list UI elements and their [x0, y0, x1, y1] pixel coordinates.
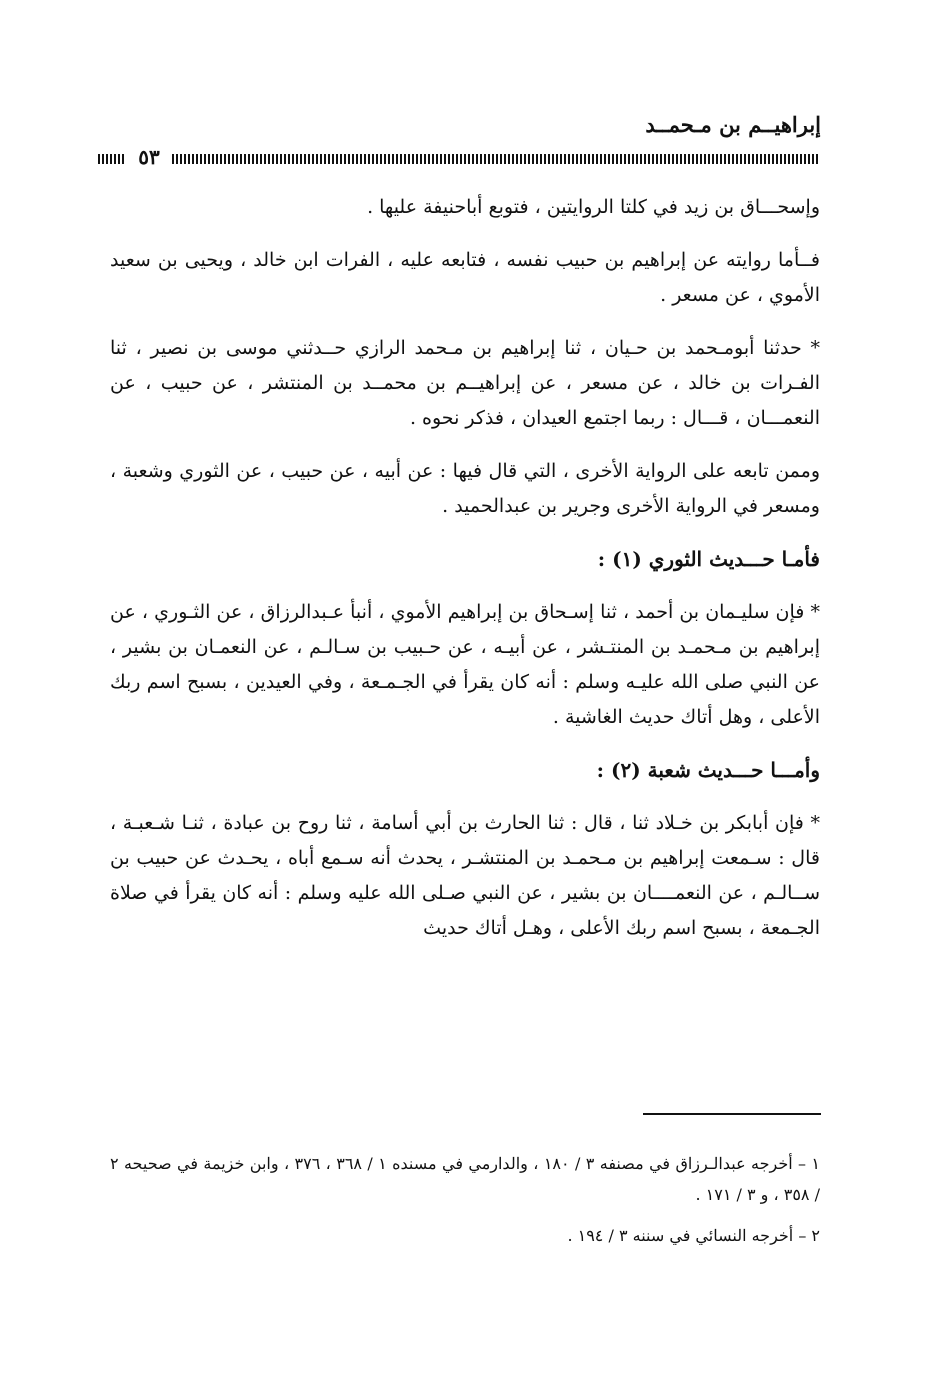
- running-title: إبراهيــم بن مـحمــد: [645, 112, 821, 137]
- footnote-separator: [643, 1113, 821, 1115]
- section-heading: وأمـــا حـــديث شعبة (٢) :: [596, 758, 820, 782]
- paragraph: * حدثنا أبومـحمد بن حـيان ، ثنا إبراهيم بن مـحمد الرازي حــدثني موسى بن نصير ، ثنا الفـرات بن خالد ، عن مسعر ، عن إبراهيــم بن محمــد بن المنتشر ، عن حبيب ، عن النعمـــان ، قـــال : ربما اجتمع العيدان ، فذكر نحوه .: [110, 337, 820, 429]
- footnotes: [110, 1148, 820, 1261]
- paragraph: وإسحـــاق بن زيد في كلتا الروايتين ، فتوبع أباحنيفة عليها .: [367, 196, 820, 218]
- section-heading: فأمـا حـــديث الثوري (١) :: [597, 547, 820, 571]
- header-ornament-right: [172, 154, 820, 164]
- header-rule: [98, 145, 820, 169]
- header-ornament-left: [98, 154, 124, 164]
- paragraph: * فإن أبابكر بن خـلاد ثنا ، قال : ثنا الحارث بن أبي أسامة ، ثنا روح بن عبادة ، ثنـا شـعبـة ، قال : سـمعت إبراهيم بن مـحمـد بن المنتشـر ، يحدث أنه سـمع أباه ، يحـدث عن حبيب بن ســالـم ، عن النعمــــان بن بشير ، عن النبي صـلى الله عليه وسلم : أنه كان يقرأ في صلاة الجـمعة ، بسبح اسم ربك الأعلى ، وهـل أتاك حديث: [110, 812, 820, 939]
- paragraph: وممن تابعه على الرواية الأخرى ، التي قال فيها : عن أبيه ، عن حبيب ، عن الثوري وشعبة ، ومسعر في الرواية الأخرى وجرير بن عبدالحميد .: [110, 460, 820, 517]
- paragraph: * فإن سليـمان بن أحمد ، ثنا إسـحاق بن إبراهيم الأموي ، أنبأ عـبدالرزاق ، عن الثـوري ، عن إبراهيم بن مـحمـد بن المنتـشر ، عن أبيـه ، عن حـبيب بن سـالـم ، عن النعمـان بن بشير ، عن النبي صلى الله عليـه وسلم : أنه كان يقرأ في الجـمـعة ، وفي العيدين ، بسبح اسم ربك الأعلى ، وهل أتاك حديث الغاشية .: [110, 601, 820, 728]
- footnote: ٢ – أخرجه النسائي في سننه ٣ / ١٩٤ .: [567, 1226, 820, 1245]
- page-number: ٥٣: [138, 145, 160, 169]
- paragraph: فــأما روايته عن إبراهيم بن حبيب نفسه ، فتابعه عليه ، الفرات ابن خالد ، ويحيى بن سعيد الأموي ، عن مسعر .: [110, 249, 820, 306]
- main-text: [110, 190, 820, 964]
- footnote: ١ – أخرجه عبدالـرزاق في مصنفه ٣ / ١٨٠ ، والدارمي في مسنده ١ / ٣٦٨ ، ٣٧٦ ، وابن خزيمة في صحيحه ٢ / ٣٥٨ ، و ٣ / ١٧١ .: [110, 1154, 821, 1204]
